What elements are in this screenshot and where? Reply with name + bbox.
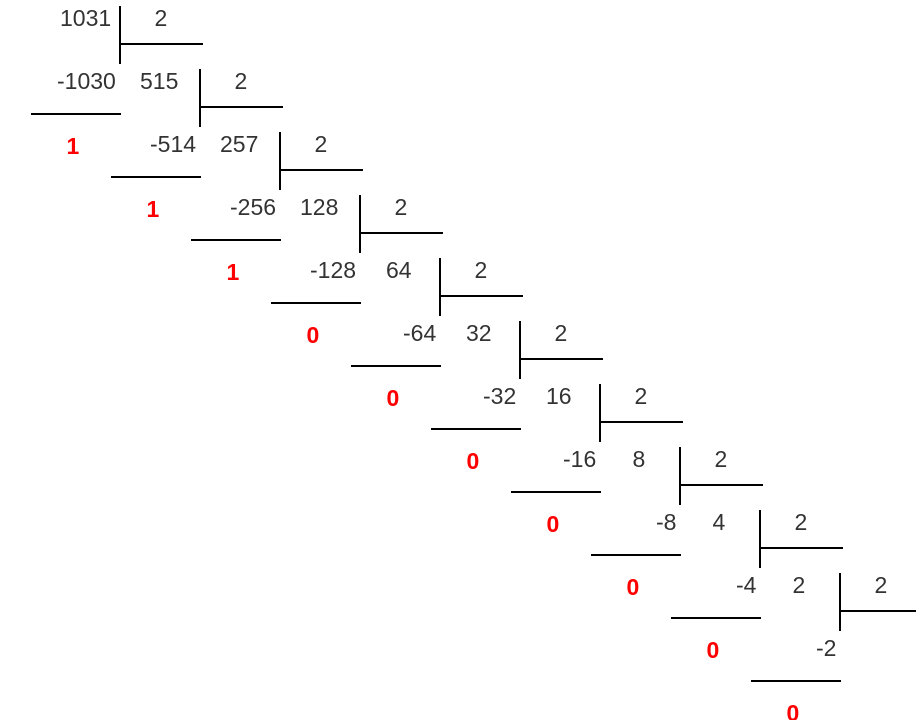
division-bracket-horizontal: [599, 421, 683, 423]
divisor: 2: [234, 68, 248, 94]
quotient: 515: [140, 68, 179, 94]
subtraction-line: [111, 176, 201, 178]
division-bracket-horizontal: [359, 232, 443, 234]
remainder: 0: [546, 511, 560, 537]
remainder: 0: [706, 637, 720, 663]
division-bracket-vertical: [359, 195, 361, 253]
division-bracket-horizontal: [679, 484, 763, 486]
subtraction-line: [751, 680, 841, 682]
division-bracket-horizontal: [199, 106, 283, 108]
division-bracket-horizontal: [519, 358, 603, 360]
division-bracket-vertical: [199, 69, 201, 127]
subtraction-line: [31, 113, 121, 115]
quotient: 32: [466, 320, 492, 346]
remainder: 1: [226, 259, 240, 285]
division-bracket-vertical: [439, 258, 441, 316]
subtrahend: -16: [563, 446, 597, 472]
division-bracket-vertical: [119, 6, 121, 64]
subtrahend: -64: [403, 320, 437, 346]
subtrahend: -2: [816, 635, 837, 661]
divisor: 2: [634, 383, 648, 409]
quotient: 2: [792, 572, 806, 598]
quotient: 8: [632, 446, 646, 472]
subtrahend: -4: [736, 572, 757, 598]
remainder: 1: [66, 133, 80, 159]
subtraction-line: [591, 554, 681, 556]
quotient: 4: [712, 509, 726, 535]
divisor: 2: [474, 257, 488, 283]
division-bracket-vertical: [279, 132, 281, 190]
quotient: 16: [546, 383, 572, 409]
subtrahend: -32: [483, 383, 517, 409]
remainder: 1: [146, 196, 160, 222]
division-bracket-horizontal: [439, 295, 523, 297]
divisor: 2: [154, 5, 168, 31]
quotient: 64: [386, 257, 412, 283]
divisor: 2: [314, 131, 328, 157]
subtrahend: -8: [656, 509, 677, 535]
dividend: 1031: [60, 5, 112, 31]
subtrahend: -256: [230, 194, 277, 220]
remainder: 0: [466, 448, 480, 474]
division-bracket-horizontal: [279, 169, 363, 171]
remainder: 0: [386, 385, 400, 411]
division-bracket-vertical: [759, 510, 761, 568]
remainder: 0: [306, 322, 320, 348]
subtraction-line: [431, 428, 521, 430]
divisor: 2: [554, 320, 568, 346]
division-bracket-vertical: [839, 573, 841, 631]
subtraction-line: [351, 365, 441, 367]
subtraction-line: [271, 302, 361, 304]
division-bracket-vertical: [679, 447, 681, 505]
division-bracket-vertical: [599, 384, 601, 442]
division-bracket-horizontal: [119, 43, 203, 45]
subtraction-line: [671, 617, 761, 619]
division-bracket-horizontal: [759, 547, 843, 549]
divisor: 2: [394, 194, 408, 220]
division-bracket-vertical: [519, 321, 521, 379]
division-bracket-horizontal: [839, 610, 916, 612]
remainder: 0: [786, 700, 800, 720]
subtrahend: -514: [150, 131, 197, 157]
subtrahend: -1030: [57, 68, 116, 94]
quotient: 128: [300, 194, 339, 220]
quotient: 257: [220, 131, 259, 157]
subtrahend: -128: [310, 257, 357, 283]
remainder: 0: [626, 574, 640, 600]
divisor: 2: [714, 446, 728, 472]
divisor: 2: [794, 509, 808, 535]
subtraction-line: [191, 239, 281, 241]
divisor: 2: [874, 572, 888, 598]
subtraction-line: [511, 491, 601, 493]
